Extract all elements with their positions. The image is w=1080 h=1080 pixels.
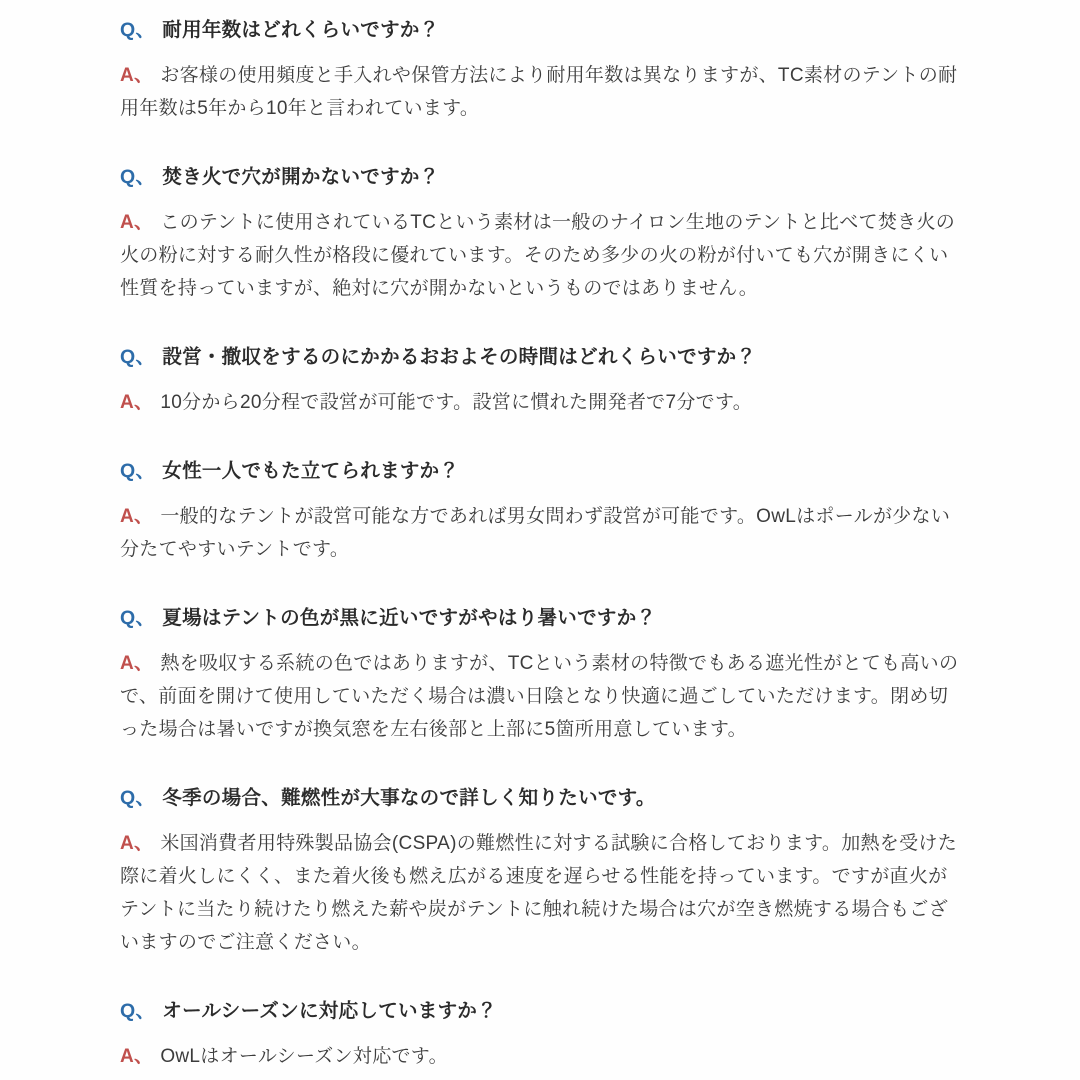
question-text: 女性一人でもた立てられますか？ xyxy=(162,460,460,482)
faq-item xyxy=(120,602,965,746)
faq-question-row xyxy=(120,782,965,815)
question-marker: Q、 xyxy=(120,1000,156,1022)
faq-question-row xyxy=(120,995,965,1028)
faq-question-row xyxy=(120,341,965,374)
faq-item xyxy=(120,14,965,125)
question-marker: Q、 xyxy=(120,787,156,809)
faq-item xyxy=(120,455,965,566)
answer-marker: A、 xyxy=(120,506,154,527)
answer-marker: A、 xyxy=(120,392,154,413)
answer-text: 熱を吸収する系統の色ではありますが、TCという素材の特徴でもある遮光性がとても高いので、前面を開けて使用していただく場合は濃い日陰となり快適に過ごしていただけます。閉め切った場合は暑いですが換気窓を左右後部と上部に5箇所用意しています。 xyxy=(120,653,959,740)
answer-text: お客様の使用頻度と手入れや保管方法により耐用年数は異なりますが、TC素材のテントの耐用年数は5年から10年と言われています。 xyxy=(120,65,958,119)
answer-text: 一般的なテントが設営可能な方であれば男女問わず設営が可能です。OwLはポールが少ない分たてやすいテントです。 xyxy=(120,506,951,560)
faq-answer-row xyxy=(120,206,965,305)
faq-answer-row xyxy=(120,59,965,125)
answer-text: OwLはオールシーズン対応です。 xyxy=(160,1046,448,1067)
question-marker: Q、 xyxy=(120,19,156,41)
question-text: 冬季の場合、難燃性が大事なので詳しく知りたいです。 xyxy=(162,787,656,809)
question-text: 焚き火で穴が開かないですか？ xyxy=(162,166,440,188)
faq-answer-row xyxy=(120,827,965,959)
faq-question-row xyxy=(120,455,965,488)
faq-answer-row xyxy=(120,500,965,566)
faq-question-row xyxy=(120,161,965,194)
answer-marker: A、 xyxy=(120,1046,154,1067)
answer-marker: A、 xyxy=(120,653,154,674)
answer-text: このテントに使用されているTCという素材は一般のナイロン生地のテントと比べて焚き火の火の粉に対する耐久性が格段に優れています。そのため多少の火の粉が付いても穴が開きにくい性質を持っていますが、絶対に穴が開かないというものではありません。 xyxy=(120,212,956,299)
question-marker: Q、 xyxy=(120,346,156,368)
question-marker: Q、 xyxy=(120,166,156,188)
answer-text: 10分から20分程で設営が可能です。設営に慣れた開発者で7分です。 xyxy=(160,392,753,413)
question-marker: Q、 xyxy=(120,607,156,629)
answer-text: 米国消費者用特殊製品協会(CSPA)の難燃性に対する試験に合格しております。加熱を受けた際に着火しにくく、また着火後も燃え広がる速度を遅らせる性能を持っています。ですが直火がテントに当たり続けたり燃えた薪や炭がテントに触れ続けた場合は穴が空き燃焼する場合もございますのでご注意ください。 xyxy=(120,833,957,953)
question-marker: Q、 xyxy=(120,460,156,482)
faq-answer-row xyxy=(120,1040,965,1073)
faq-item xyxy=(120,782,965,959)
faq-question-row xyxy=(120,14,965,47)
faq-answer-row xyxy=(120,386,965,419)
faq-item xyxy=(120,161,965,305)
faq-item xyxy=(120,995,965,1073)
answer-marker: A、 xyxy=(120,833,154,854)
faq-answer-row xyxy=(120,647,965,746)
question-text: 夏場はテントの色が黒に近いですがやはり暑いですか？ xyxy=(162,607,657,629)
answer-marker: A、 xyxy=(120,65,154,86)
faq-question-row xyxy=(120,602,965,635)
question-text: オールシーズンに対応していますか？ xyxy=(162,1000,498,1022)
faq-list xyxy=(120,14,965,1073)
answer-marker: A、 xyxy=(120,212,154,233)
question-text: 耐用年数はどれくらいですか？ xyxy=(162,19,440,41)
question-text: 設営・撤収をするのにかかるおおよその時間はどれくらいですか？ xyxy=(162,346,757,368)
faq-item xyxy=(120,341,965,419)
